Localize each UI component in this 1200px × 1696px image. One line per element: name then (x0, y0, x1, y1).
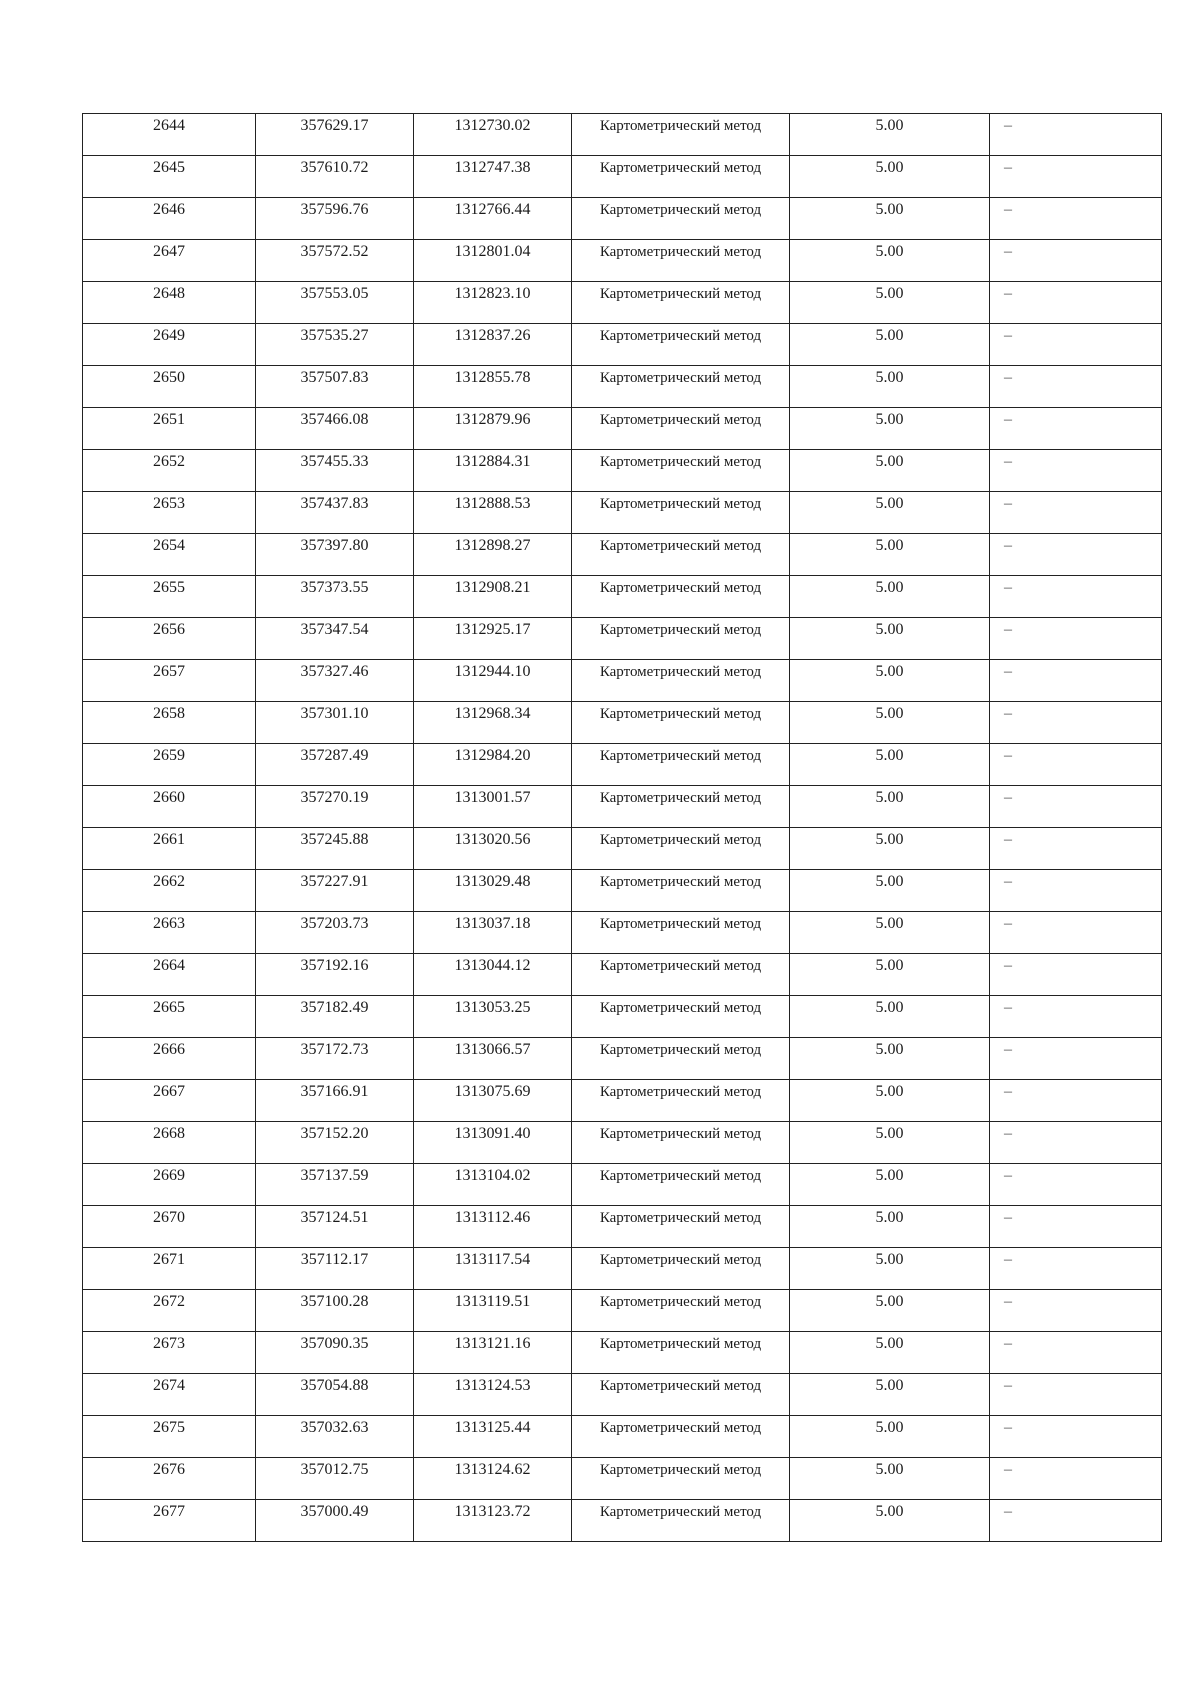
table-row (83, 366, 1162, 408)
accuracy-cell: 5.00 (790, 660, 990, 702)
method-cell: Картометрический метод (572, 702, 790, 744)
table-row (83, 828, 1162, 870)
point-number-cell: 2661 (83, 828, 256, 870)
accuracy-cell: 5.00 (790, 1080, 990, 1122)
note-cell: – (990, 1416, 1162, 1458)
y-coordinate-cell: 1312766.44 (414, 198, 572, 240)
x-coordinate-cell: 357090.35 (256, 1332, 414, 1374)
x-coordinate-cell: 357466.08 (256, 408, 414, 450)
coordinates-table-body (83, 114, 1162, 1542)
table-row (83, 324, 1162, 366)
accuracy-cell: 5.00 (790, 1248, 990, 1290)
x-coordinate-cell: 357227.91 (256, 870, 414, 912)
x-coordinate-cell: 357054.88 (256, 1374, 414, 1416)
note-cell: – (990, 324, 1162, 366)
point-number-cell: 2645 (83, 156, 256, 198)
method-cell: Картометрический метод (572, 870, 790, 912)
note-cell: – (990, 828, 1162, 870)
method-cell: Картометрический метод (572, 1248, 790, 1290)
point-number-cell: 2675 (83, 1416, 256, 1458)
point-number-cell: 2677 (83, 1500, 256, 1542)
method-cell: Картометрический метод (572, 282, 790, 324)
accuracy-cell: 5.00 (790, 282, 990, 324)
table-row (83, 282, 1162, 324)
point-number-cell: 2676 (83, 1458, 256, 1500)
point-number-cell: 2648 (83, 282, 256, 324)
method-cell: Картометрический метод (572, 450, 790, 492)
method-cell: Картометрический метод (572, 786, 790, 828)
table-row (83, 156, 1162, 198)
x-coordinate-cell: 357100.28 (256, 1290, 414, 1332)
point-number-cell: 2647 (83, 240, 256, 282)
point-number-cell: 2649 (83, 324, 256, 366)
x-coordinate-cell: 357152.20 (256, 1122, 414, 1164)
point-number-cell: 2658 (83, 702, 256, 744)
y-coordinate-cell: 1313117.54 (414, 1248, 572, 1290)
x-coordinate-cell: 357397.80 (256, 534, 414, 576)
table-row (83, 660, 1162, 702)
table-row (83, 492, 1162, 534)
accuracy-cell: 5.00 (790, 912, 990, 954)
note-cell: – (990, 408, 1162, 450)
note-cell: – (990, 1038, 1162, 1080)
x-coordinate-cell: 357203.73 (256, 912, 414, 954)
method-cell: Картометрический метод (572, 744, 790, 786)
table-row (83, 534, 1162, 576)
accuracy-cell: 5.00 (790, 492, 990, 534)
y-coordinate-cell: 1312984.20 (414, 744, 572, 786)
method-cell: Картометрический метод (572, 1290, 790, 1332)
x-coordinate-cell: 357572.52 (256, 240, 414, 282)
x-coordinate-cell: 357166.91 (256, 1080, 414, 1122)
note-cell: – (990, 198, 1162, 240)
method-cell: Картометрический метод (572, 156, 790, 198)
accuracy-cell: 5.00 (790, 744, 990, 786)
x-coordinate-cell: 357610.72 (256, 156, 414, 198)
accuracy-cell: 5.00 (790, 1164, 990, 1206)
point-number-cell: 2670 (83, 1206, 256, 1248)
accuracy-cell: 5.00 (790, 1206, 990, 1248)
note-cell: – (990, 912, 1162, 954)
y-coordinate-cell: 1312888.53 (414, 492, 572, 534)
y-coordinate-cell: 1312898.27 (414, 534, 572, 576)
x-coordinate-cell: 357287.49 (256, 744, 414, 786)
table-row (83, 1374, 1162, 1416)
table-row (83, 1038, 1162, 1080)
method-cell: Картометрический метод (572, 1416, 790, 1458)
point-number-cell: 2666 (83, 1038, 256, 1080)
table-row (83, 618, 1162, 660)
x-coordinate-cell: 357124.51 (256, 1206, 414, 1248)
x-coordinate-cell: 357327.46 (256, 660, 414, 702)
note-cell: – (990, 156, 1162, 198)
method-cell: Картометрический метод (572, 114, 790, 156)
accuracy-cell: 5.00 (790, 1416, 990, 1458)
y-coordinate-cell: 1313091.40 (414, 1122, 572, 1164)
accuracy-cell: 5.00 (790, 450, 990, 492)
y-coordinate-cell: 1312879.96 (414, 408, 572, 450)
table-row (83, 1206, 1162, 1248)
y-coordinate-cell: 1312823.10 (414, 282, 572, 324)
y-coordinate-cell: 1312730.02 (414, 114, 572, 156)
note-cell: – (990, 450, 1162, 492)
accuracy-cell: 5.00 (790, 1458, 990, 1500)
accuracy-cell: 5.00 (790, 198, 990, 240)
method-cell: Картометрический метод (572, 1122, 790, 1164)
method-cell: Картометрический метод (572, 576, 790, 618)
y-coordinate-cell: 1313053.25 (414, 996, 572, 1038)
table-row (83, 1248, 1162, 1290)
table-row (83, 450, 1162, 492)
table-row (83, 996, 1162, 1038)
y-coordinate-cell: 1313119.51 (414, 1290, 572, 1332)
x-coordinate-cell: 357596.76 (256, 198, 414, 240)
y-coordinate-cell: 1312884.31 (414, 450, 572, 492)
accuracy-cell: 5.00 (790, 366, 990, 408)
accuracy-cell: 5.00 (790, 702, 990, 744)
accuracy-cell: 5.00 (790, 954, 990, 996)
x-coordinate-cell: 357347.54 (256, 618, 414, 660)
point-number-cell: 2674 (83, 1374, 256, 1416)
point-number-cell: 2660 (83, 786, 256, 828)
table-row (83, 786, 1162, 828)
x-coordinate-cell: 357270.19 (256, 786, 414, 828)
method-cell: Картометрический метод (572, 240, 790, 282)
accuracy-cell: 5.00 (790, 1500, 990, 1542)
point-number-cell: 2656 (83, 618, 256, 660)
method-cell: Картометрический метод (572, 534, 790, 576)
accuracy-cell: 5.00 (790, 156, 990, 198)
table-row (83, 1164, 1162, 1206)
method-cell: Картометрический метод (572, 1038, 790, 1080)
accuracy-cell: 5.00 (790, 1374, 990, 1416)
y-coordinate-cell: 1313124.62 (414, 1458, 572, 1500)
note-cell: – (990, 1458, 1162, 1500)
note-cell: – (990, 1248, 1162, 1290)
point-number-cell: 2664 (83, 954, 256, 996)
accuracy-cell: 5.00 (790, 324, 990, 366)
note-cell: – (990, 534, 1162, 576)
x-coordinate-cell: 357553.05 (256, 282, 414, 324)
note-cell: – (990, 618, 1162, 660)
method-cell: Картометрический метод (572, 954, 790, 996)
table-row (83, 198, 1162, 240)
y-coordinate-cell: 1313044.12 (414, 954, 572, 996)
y-coordinate-cell: 1313104.02 (414, 1164, 572, 1206)
point-number-cell: 2650 (83, 366, 256, 408)
y-coordinate-cell: 1313020.56 (414, 828, 572, 870)
accuracy-cell: 5.00 (790, 870, 990, 912)
point-number-cell: 2665 (83, 996, 256, 1038)
point-number-cell: 2668 (83, 1122, 256, 1164)
table-row (83, 114, 1162, 156)
point-number-cell: 2657 (83, 660, 256, 702)
note-cell: – (990, 1080, 1162, 1122)
note-cell: – (990, 366, 1162, 408)
table-row (83, 576, 1162, 618)
table-row (83, 744, 1162, 786)
note-cell: – (990, 870, 1162, 912)
x-coordinate-cell: 357137.59 (256, 1164, 414, 1206)
point-number-cell: 2655 (83, 576, 256, 618)
method-cell: Картометрический метод (572, 1458, 790, 1500)
x-coordinate-cell: 357000.49 (256, 1500, 414, 1542)
accuracy-cell: 5.00 (790, 576, 990, 618)
point-number-cell: 2671 (83, 1248, 256, 1290)
accuracy-cell: 5.00 (790, 240, 990, 282)
y-coordinate-cell: 1313124.53 (414, 1374, 572, 1416)
method-cell: Картометрический метод (572, 1332, 790, 1374)
note-cell: – (990, 282, 1162, 324)
y-coordinate-cell: 1313066.57 (414, 1038, 572, 1080)
point-number-cell: 2669 (83, 1164, 256, 1206)
y-coordinate-cell: 1313029.48 (414, 870, 572, 912)
table-row (83, 1080, 1162, 1122)
x-coordinate-cell: 357507.83 (256, 366, 414, 408)
note-cell: – (990, 1500, 1162, 1542)
x-coordinate-cell: 357032.63 (256, 1416, 414, 1458)
x-coordinate-cell: 357301.10 (256, 702, 414, 744)
x-coordinate-cell: 357192.16 (256, 954, 414, 996)
method-cell: Картометрический метод (572, 1164, 790, 1206)
y-coordinate-cell: 1313121.16 (414, 1332, 572, 1374)
accuracy-cell: 5.00 (790, 786, 990, 828)
table-row (83, 702, 1162, 744)
note-cell: – (990, 1122, 1162, 1164)
y-coordinate-cell: 1312908.21 (414, 576, 572, 618)
point-number-cell: 2662 (83, 870, 256, 912)
y-coordinate-cell: 1312944.10 (414, 660, 572, 702)
note-cell: – (990, 786, 1162, 828)
x-coordinate-cell: 357373.55 (256, 576, 414, 618)
accuracy-cell: 5.00 (790, 1290, 990, 1332)
accuracy-cell: 5.00 (790, 534, 990, 576)
x-coordinate-cell: 357455.33 (256, 450, 414, 492)
table-row (83, 954, 1162, 996)
table-row (83, 240, 1162, 282)
method-cell: Картометрический метод (572, 828, 790, 870)
note-cell: – (990, 660, 1162, 702)
x-coordinate-cell: 357182.49 (256, 996, 414, 1038)
method-cell: Картометрический метод (572, 198, 790, 240)
y-coordinate-cell: 1312855.78 (414, 366, 572, 408)
note-cell: – (990, 240, 1162, 282)
note-cell: – (990, 996, 1162, 1038)
y-coordinate-cell: 1313123.72 (414, 1500, 572, 1542)
method-cell: Картометрический метод (572, 1500, 790, 1542)
note-cell: – (990, 576, 1162, 618)
x-coordinate-cell: 357112.17 (256, 1248, 414, 1290)
point-number-cell: 2644 (83, 114, 256, 156)
table-row (83, 1416, 1162, 1458)
note-cell: – (990, 492, 1162, 534)
point-number-cell: 2672 (83, 1290, 256, 1332)
note-cell: – (990, 1332, 1162, 1374)
point-number-cell: 2646 (83, 198, 256, 240)
note-cell: – (990, 1374, 1162, 1416)
point-number-cell: 2663 (83, 912, 256, 954)
table-row (83, 1332, 1162, 1374)
note-cell: – (990, 744, 1162, 786)
point-number-cell: 2653 (83, 492, 256, 534)
y-coordinate-cell: 1312968.34 (414, 702, 572, 744)
x-coordinate-cell: 357172.73 (256, 1038, 414, 1080)
x-coordinate-cell: 357245.88 (256, 828, 414, 870)
point-number-cell: 2659 (83, 744, 256, 786)
y-coordinate-cell: 1312925.17 (414, 618, 572, 660)
table-row (83, 1458, 1162, 1500)
table-row (83, 1290, 1162, 1332)
method-cell: Картометрический метод (572, 492, 790, 534)
method-cell: Картометрический метод (572, 618, 790, 660)
point-number-cell: 2654 (83, 534, 256, 576)
accuracy-cell: 5.00 (790, 1122, 990, 1164)
point-number-cell: 2652 (83, 450, 256, 492)
table-row (83, 1122, 1162, 1164)
method-cell: Картометрический метод (572, 324, 790, 366)
note-cell: – (990, 954, 1162, 996)
x-coordinate-cell: 357535.27 (256, 324, 414, 366)
y-coordinate-cell: 1313001.57 (414, 786, 572, 828)
method-cell: Картометрический метод (572, 660, 790, 702)
y-coordinate-cell: 1313037.18 (414, 912, 572, 954)
y-coordinate-cell: 1312837.26 (414, 324, 572, 366)
y-coordinate-cell: 1313075.69 (414, 1080, 572, 1122)
method-cell: Картометрический метод (572, 1206, 790, 1248)
x-coordinate-cell: 357629.17 (256, 114, 414, 156)
coordinates-table (82, 113, 1162, 1542)
method-cell: Картометрический метод (572, 912, 790, 954)
point-number-cell: 2673 (83, 1332, 256, 1374)
point-number-cell: 2651 (83, 408, 256, 450)
accuracy-cell: 5.00 (790, 1332, 990, 1374)
x-coordinate-cell: 357437.83 (256, 492, 414, 534)
note-cell: – (990, 1290, 1162, 1332)
accuracy-cell: 5.00 (790, 1038, 990, 1080)
note-cell: – (990, 1206, 1162, 1248)
method-cell: Картометрический метод (572, 1080, 790, 1122)
x-coordinate-cell: 357012.75 (256, 1458, 414, 1500)
accuracy-cell: 5.00 (790, 114, 990, 156)
point-number-cell: 2667 (83, 1080, 256, 1122)
y-coordinate-cell: 1313112.46 (414, 1206, 572, 1248)
note-cell: – (990, 114, 1162, 156)
y-coordinate-cell: 1312801.04 (414, 240, 572, 282)
accuracy-cell: 5.00 (790, 618, 990, 660)
table-row (83, 408, 1162, 450)
y-coordinate-cell: 1313125.44 (414, 1416, 572, 1458)
table-row (83, 1500, 1162, 1542)
table-row (83, 912, 1162, 954)
accuracy-cell: 5.00 (790, 828, 990, 870)
table-row (83, 870, 1162, 912)
method-cell: Картометрический метод (572, 366, 790, 408)
accuracy-cell: 5.00 (790, 408, 990, 450)
note-cell: – (990, 702, 1162, 744)
y-coordinate-cell: 1312747.38 (414, 156, 572, 198)
method-cell: Картометрический метод (572, 1374, 790, 1416)
method-cell: Картометрический метод (572, 408, 790, 450)
accuracy-cell: 5.00 (790, 996, 990, 1038)
method-cell: Картометрический метод (572, 996, 790, 1038)
note-cell: – (990, 1164, 1162, 1206)
